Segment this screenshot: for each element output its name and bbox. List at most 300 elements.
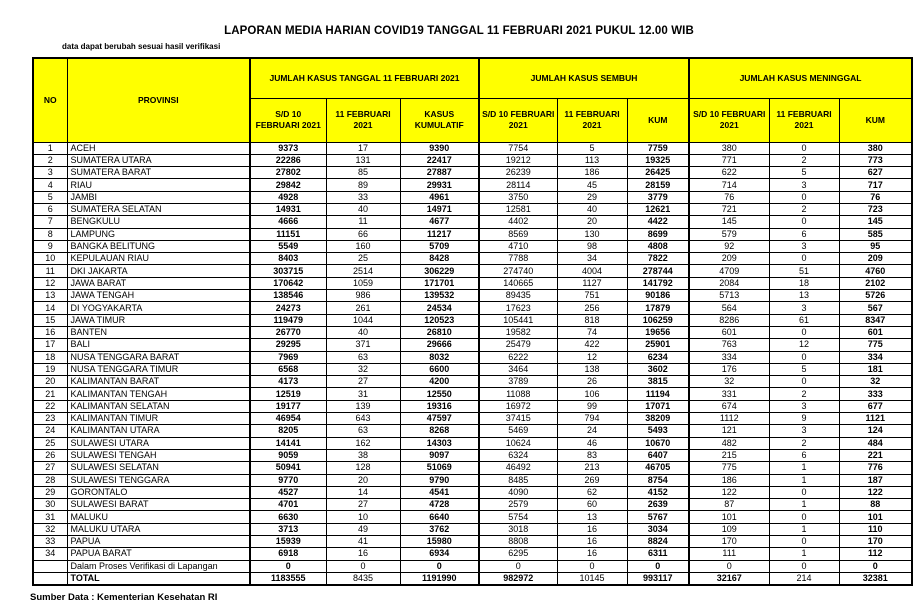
value-cell: 2639 [627,499,689,511]
value-cell: 26239 [479,167,557,179]
value-cell: 674 [689,400,769,412]
value-cell: 9373 [250,142,326,154]
table-row [33,167,912,179]
value-cell: 3034 [627,523,689,535]
value-cell: 306229 [400,265,479,277]
value-cell: 3815 [627,376,689,388]
province-name: Dalam Proses Verifikasi di Lapangan [67,560,250,572]
value-cell: 16 [557,536,627,548]
value-cell: 85 [326,167,400,179]
table-row [33,486,912,498]
value-cell: 982972 [479,572,557,584]
value-cell: 17623 [479,302,557,314]
value-cell: 1127 [557,277,627,289]
table-row [33,142,912,154]
header-group-kasus: JUMLAH KASUS TANGGAL 11 FEBRUARI 2021 [250,58,479,98]
value-cell: 334 [689,351,769,363]
page-title: LAPORAN MEDIA HARIAN COVID19 TANGGAL 11 FEBRUARI 2021 PUKUL 12.00 WIB [224,25,694,37]
table-row [33,302,912,314]
value-cell: 8808 [479,536,557,548]
value-cell: 89435 [479,290,557,302]
value-cell: 15980 [400,536,479,548]
value-cell: 4760 [839,265,912,277]
value-cell: 18 [769,277,839,289]
value-cell: 0 [769,216,839,228]
table-row [33,376,912,388]
row-number: 16 [33,326,67,338]
value-cell: 0 [769,351,839,363]
value-cell: 0 [689,560,769,572]
value-cell: 0 [479,560,557,572]
value-cell: 0 [250,560,326,572]
value-cell: 8824 [627,536,689,548]
value-cell: 333 [839,388,912,400]
value-cell: 567 [839,302,912,314]
value-cell: 2579 [479,499,557,511]
value-cell: 139 [326,400,400,412]
header-kasus-kumulatif: KASUS KUMULATIF [400,98,479,142]
province-name: PAPUA BARAT [67,548,250,560]
row-number: 4 [33,179,67,191]
table-row [33,191,912,203]
value-cell: 171701 [400,277,479,289]
value-cell: 109 [689,523,769,535]
value-cell: 40 [557,203,627,215]
value-cell: 24 [557,425,627,437]
value-cell: 1112 [689,413,769,425]
province-name: SUMATERA UTARA [67,154,250,166]
header-kasus-sd: S/D 10 FEBRUARI 2021 [250,98,326,142]
value-cell: 25479 [479,339,557,351]
value-cell: 0 [769,511,839,523]
value-cell: 31 [326,388,400,400]
value-cell: 8435 [326,572,400,584]
province-name: SUMATERA SELATAN [67,203,250,215]
value-cell: 5709 [400,240,479,252]
value-cell: 0 [769,191,839,203]
value-cell: 119479 [250,314,326,326]
row-number: 34 [33,548,67,560]
table-row [33,277,912,289]
province-name: KALIMANTAN TIMUR [67,413,250,425]
value-cell: 3 [769,400,839,412]
value-cell: 484 [839,437,912,449]
row-number: 15 [33,314,67,326]
province-name: RIAU [67,179,250,191]
value-cell: 76 [689,191,769,203]
value-cell: 9770 [250,474,326,486]
value-cell: 2084 [689,277,769,289]
value-cell: 274740 [479,265,557,277]
verification-note: data dapat berubah sesuai hasil verifikasi [62,42,221,51]
value-cell: 28159 [627,179,689,191]
table-row [33,536,912,548]
value-cell: 371 [326,339,400,351]
value-cell: 0 [400,560,479,572]
value-cell: 6640 [400,511,479,523]
value-cell: 7754 [479,142,557,154]
value-cell: 6 [769,228,839,240]
row-number [33,572,67,584]
value-cell: 763 [689,339,769,351]
value-cell: 3789 [479,376,557,388]
table-row [33,179,912,191]
province-name: SUMATERA BARAT [67,167,250,179]
value-cell: 128 [326,462,400,474]
row-number: 30 [33,499,67,511]
value-cell: 92 [689,240,769,252]
value-cell: 209 [839,253,912,265]
value-cell: 1191990 [400,572,479,584]
value-cell: 9390 [400,142,479,154]
province-name: JAWA TIMUR [67,314,250,326]
header-sembuh-sd: S/D 10 FEBRUARI 2021 [479,98,557,142]
value-cell: 303715 [250,265,326,277]
value-cell: 40 [326,326,400,338]
province-name: LAMPUNG [67,228,250,240]
header-meninggal-11feb: 11 FEBRUARI 2021 [769,98,839,142]
value-cell: 0 [769,376,839,388]
header-group-meninggal: JUMLAH KASUS MENINGGAL [689,58,912,98]
value-cell: 8699 [627,228,689,240]
value-cell: 8032 [400,351,479,363]
value-cell: 6234 [627,351,689,363]
value-cell: 331 [689,388,769,400]
value-cell: 209 [689,253,769,265]
value-cell: 3762 [400,523,479,535]
value-cell: 2 [769,388,839,400]
value-cell: 38 [326,449,400,461]
value-cell: 145 [839,216,912,228]
row-number: 1 [33,142,67,154]
value-cell: 751 [557,290,627,302]
value-cell: 3 [769,302,839,314]
header-meninggal-sd: S/D 10 FEBRUARI 2021 [689,98,769,142]
value-cell: 10 [326,511,400,523]
value-cell: 24534 [400,302,479,314]
value-cell: 0 [769,560,839,572]
value-cell: 12 [769,339,839,351]
value-cell: 0 [769,486,839,498]
value-cell: 19582 [479,326,557,338]
value-cell: 45 [557,179,627,191]
value-cell: 25901 [627,339,689,351]
value-cell: 121 [689,425,769,437]
value-cell: 380 [689,142,769,154]
row-number: 28 [33,474,67,486]
value-cell: 1 [769,523,839,535]
value-cell: 113 [557,154,627,166]
value-cell: 14971 [400,203,479,215]
value-cell: 26770 [250,326,326,338]
value-cell: 775 [689,462,769,474]
table-row [33,474,912,486]
province-name: JAWA BARAT [67,277,250,289]
row-number: 13 [33,290,67,302]
value-cell: 0 [769,142,839,154]
value-cell: 6600 [400,363,479,375]
value-cell: 4090 [479,486,557,498]
value-cell: 10670 [627,437,689,449]
value-cell: 50941 [250,462,326,474]
province-name: GORONTALO [67,486,250,498]
value-cell: 643 [326,413,400,425]
value-cell: 76 [839,191,912,203]
value-cell: 269 [557,474,627,486]
value-cell: 585 [839,228,912,240]
value-cell: 112 [839,548,912,560]
value-cell: 4701 [250,499,326,511]
value-cell: 26425 [627,167,689,179]
header-kasus-11feb: 11 FEBRUARI 2021 [326,98,400,142]
value-cell: 8286 [689,314,769,326]
table-row [33,314,912,326]
value-cell: 29931 [400,179,479,191]
header-sembuh-kum: KUM [627,98,689,142]
value-cell: 4173 [250,376,326,388]
value-cell: 0 [326,560,400,572]
value-cell: 1 [769,462,839,474]
value-cell: 106259 [627,314,689,326]
value-cell: 141792 [627,277,689,289]
value-cell: 771 [689,154,769,166]
row-number: 21 [33,388,67,400]
row-number: 32 [33,523,67,535]
header-provinsi: PROVINSI [67,58,250,142]
value-cell: 4728 [400,499,479,511]
value-cell: 8403 [250,253,326,265]
value-cell: 794 [557,413,627,425]
value-cell: 110 [839,523,912,535]
province-name: KALIMANTAN TENGAH [67,388,250,400]
value-cell: 27 [326,499,400,511]
value-cell: 19656 [627,326,689,338]
row-number: 26 [33,449,67,461]
table-header [33,58,912,142]
value-cell: 2514 [326,265,400,277]
value-cell: 170642 [250,277,326,289]
value-cell: 7788 [479,253,557,265]
value-cell: 579 [689,228,769,240]
table-row [33,216,912,228]
province-name: JAMBI [67,191,250,203]
value-cell: 723 [839,203,912,215]
value-cell: 601 [839,326,912,338]
header-no: NO [33,58,67,142]
table-row [33,388,912,400]
value-cell: 83 [557,449,627,461]
value-cell: 41 [326,536,400,548]
value-cell: 7822 [627,253,689,265]
value-cell: 26810 [400,326,479,338]
table-row [33,363,912,375]
value-cell: 4808 [627,240,689,252]
value-cell: 3 [769,179,839,191]
province-name: NUSA TENGGARA BARAT [67,351,250,363]
value-cell: 61 [769,314,839,326]
value-cell: 6407 [627,449,689,461]
value-cell: 105441 [479,314,557,326]
value-cell: 4541 [400,486,479,498]
row-number: 6 [33,203,67,215]
province-name: SULAWESI TENGGARA [67,474,250,486]
table-row [33,437,912,449]
value-cell: 564 [689,302,769,314]
value-cell: 215 [689,449,769,461]
province-name: BANGKA BELITUNG [67,240,250,252]
value-cell: 11194 [627,388,689,400]
value-cell: 8428 [400,253,479,265]
value-cell: 16 [557,523,627,535]
verification-row [33,560,912,572]
value-cell: 4402 [479,216,557,228]
province-name: BENGKULU [67,216,250,228]
province-name: SULAWESI SELATAN [67,462,250,474]
value-cell: 1183555 [250,572,326,584]
value-cell: 51 [769,265,839,277]
value-cell: 1 [769,499,839,511]
row-number [33,560,67,572]
value-cell: 89 [326,179,400,191]
value-cell: 38209 [627,413,689,425]
province-name: TOTAL [67,572,250,584]
value-cell: 6934 [400,548,479,560]
value-cell: 106 [557,388,627,400]
value-cell: 8268 [400,425,479,437]
row-number: 33 [33,536,67,548]
value-cell: 16972 [479,400,557,412]
value-cell: 1059 [326,277,400,289]
value-cell: 5 [769,167,839,179]
province-name: KALIMANTAN UTARA [67,425,250,437]
row-number: 2 [33,154,67,166]
value-cell: 138546 [250,290,326,302]
value-cell: 14 [326,486,400,498]
value-cell: 12581 [479,203,557,215]
row-number: 5 [33,191,67,203]
value-cell: 46492 [479,462,557,474]
value-cell: 6568 [250,363,326,375]
table-row [33,548,912,560]
value-cell: 721 [689,203,769,215]
value-cell: 120523 [400,314,479,326]
value-cell: 49 [326,523,400,535]
value-cell: 2 [769,154,839,166]
value-cell: 46705 [627,462,689,474]
value-cell: 101 [839,511,912,523]
value-cell: 6324 [479,449,557,461]
value-cell: 334 [839,351,912,363]
value-cell: 9 [769,413,839,425]
value-cell: 5713 [689,290,769,302]
province-name: DI YOGYAKARTA [67,302,250,314]
value-cell: 98 [557,240,627,252]
value-cell: 12519 [250,388,326,400]
row-number: 31 [33,511,67,523]
row-number: 22 [33,400,67,412]
covid-report-table [32,57,913,586]
value-cell: 4677 [400,216,479,228]
value-cell: 140665 [479,277,557,289]
value-cell: 26 [557,376,627,388]
value-cell: 12550 [400,388,479,400]
value-cell: 5493 [627,425,689,437]
value-cell: 160 [326,240,400,252]
value-cell: 162 [326,437,400,449]
value-cell: 99 [557,400,627,412]
value-cell: 37415 [479,413,557,425]
table-row [33,253,912,265]
value-cell: 74 [557,326,627,338]
row-number: 7 [33,216,67,228]
value-cell: 131 [326,154,400,166]
value-cell: 32 [326,363,400,375]
value-cell: 63 [326,425,400,437]
value-cell: 27802 [250,167,326,179]
value-cell: 11088 [479,388,557,400]
value-cell: 186 [689,474,769,486]
value-cell: 16 [326,548,400,560]
value-cell: 4152 [627,486,689,498]
value-cell: 5754 [479,511,557,523]
value-cell: 130 [557,228,627,240]
value-cell: 7759 [627,142,689,154]
row-number: 25 [33,437,67,449]
table-row [33,339,912,351]
value-cell: 95 [839,240,912,252]
value-cell: 773 [839,154,912,166]
value-cell: 90186 [627,290,689,302]
province-name: JAWA TENGAH [67,290,250,302]
value-cell: 4710 [479,240,557,252]
value-cell: 4961 [400,191,479,203]
value-cell: 51069 [400,462,479,474]
province-name: SULAWESI UTARA [67,437,250,449]
value-cell: 13 [557,511,627,523]
table-body [33,142,912,585]
province-name: SULAWESI BARAT [67,499,250,511]
row-number: 19 [33,363,67,375]
value-cell: 2102 [839,277,912,289]
province-name: MALUKU UTARA [67,523,250,535]
row-number: 20 [33,376,67,388]
row-number: 23 [33,413,67,425]
value-cell: 7969 [250,351,326,363]
value-cell: 10145 [557,572,627,584]
value-cell: 181 [839,363,912,375]
value-cell: 66 [326,228,400,240]
row-number: 8 [33,228,67,240]
table-row [33,462,912,474]
province-name: KALIMANTAN SELATAN [67,400,250,412]
value-cell: 8347 [839,314,912,326]
value-cell: 4527 [250,486,326,498]
value-cell: 1 [769,474,839,486]
province-name: BALI [67,339,250,351]
value-cell: 8205 [250,425,326,437]
value-cell: 19316 [400,400,479,412]
value-cell: 261 [326,302,400,314]
value-cell: 4928 [250,191,326,203]
province-name: MALUKU [67,511,250,523]
value-cell: 17071 [627,400,689,412]
province-name: ACEH [67,142,250,154]
value-cell: 8569 [479,228,557,240]
value-cell: 13 [769,290,839,302]
value-cell: 122 [689,486,769,498]
table-row [33,203,912,215]
value-cell: 1121 [839,413,912,425]
